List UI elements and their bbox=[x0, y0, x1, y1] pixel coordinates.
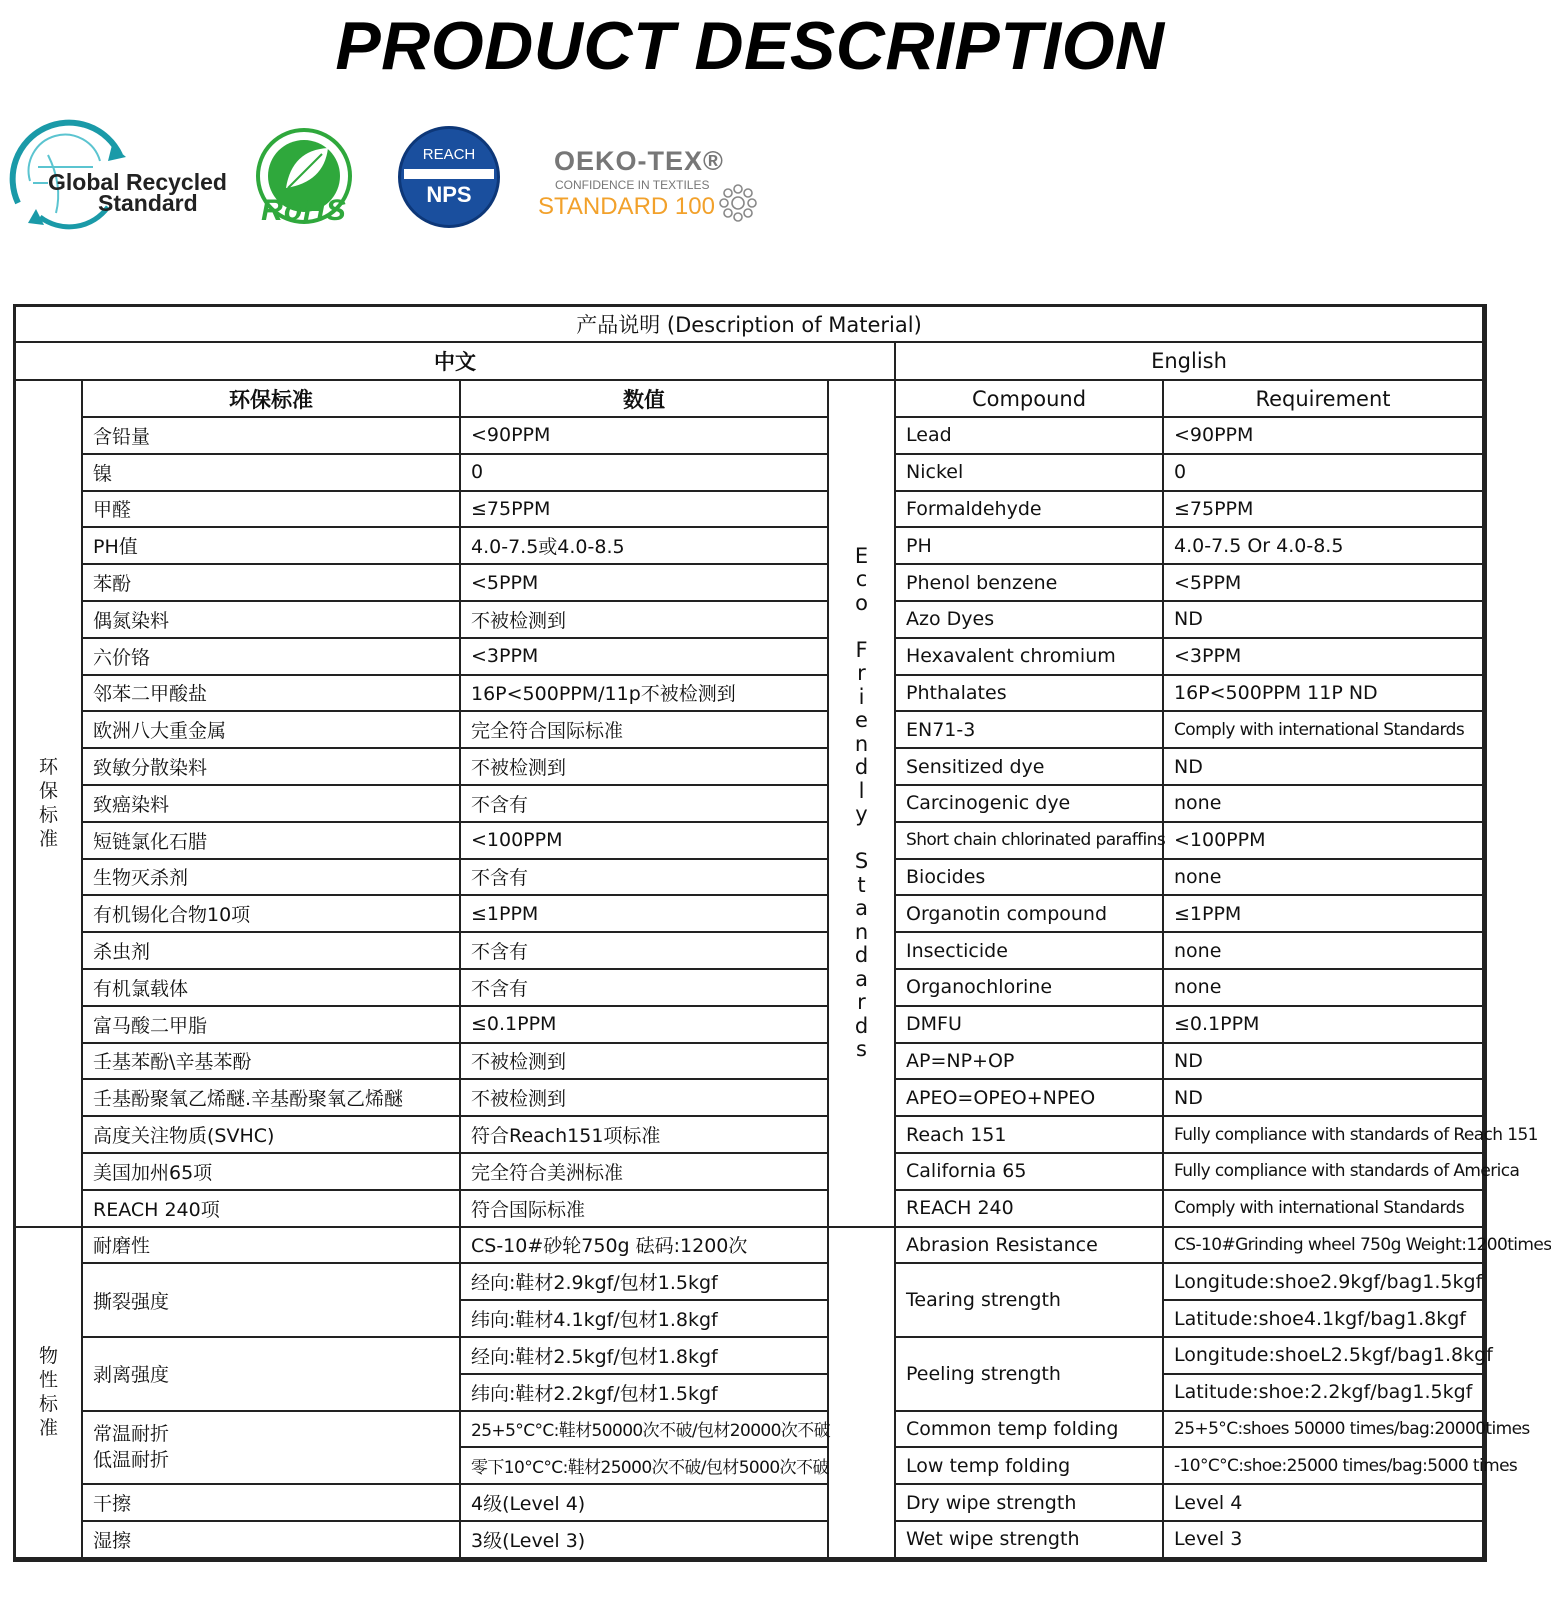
table-row-cn-value: 16P<500PPM/11p不被检测到 bbox=[461, 676, 829, 713]
vertical-char: e bbox=[855, 708, 868, 733]
table-row-en-name: PH bbox=[896, 528, 1164, 565]
peeling-requirement-1: Longitude:shoeL2.5kgf/bag1.8kgf bbox=[1164, 1338, 1484, 1375]
table-row-en-name: REACH 240 bbox=[896, 1191, 1164, 1228]
table-row-en-requirement: 4.0-7.5 Or 4.0-8.5 bbox=[1164, 528, 1484, 565]
table-row-en-name: Organochlorine bbox=[896, 970, 1164, 1007]
group-label-physical-cn bbox=[16, 1228, 83, 1559]
header-cn-standard: 环保标准 bbox=[83, 381, 461, 418]
table-row-en-requirement: ≤0.1PPM bbox=[1164, 1007, 1484, 1044]
wet-wipe-requirement: Level 3 bbox=[1164, 1522, 1484, 1559]
table-row-en-name: Azo Dyes bbox=[896, 602, 1164, 639]
tearing-value-2: 纬向:鞋材4.1kgf/包材1.8kgf bbox=[461, 1301, 829, 1338]
table-row-cn-name: 苯酚 bbox=[83, 565, 461, 602]
vertical-char: o bbox=[855, 590, 868, 615]
folding-cn-low: 低温耐折 bbox=[93, 1449, 170, 1472]
material-table bbox=[13, 304, 1551, 1562]
vertical-char: 物 bbox=[38, 1345, 58, 1368]
table-row-en-requirement: Fully compliance with standards of America bbox=[1164, 1154, 1484, 1191]
vertical-char: F bbox=[855, 637, 868, 662]
peeling-cn: 剥离强度 bbox=[83, 1338, 461, 1412]
peeling-en: Peeling strength bbox=[896, 1338, 1164, 1412]
table-row-cn-name: 甲醛 bbox=[83, 492, 461, 529]
column-english: English bbox=[896, 343, 1484, 381]
group-physical-spacer bbox=[829, 1228, 896, 1559]
vertical-char: n bbox=[854, 731, 869, 756]
folding-cn bbox=[83, 1412, 461, 1486]
tearing-value-1: 经向:鞋材2.9kgf/包材1.5kgf bbox=[461, 1264, 829, 1301]
table-row-cn-value: 0 bbox=[461, 455, 829, 492]
vertical-char: S bbox=[854, 849, 869, 874]
table-row-cn-value: 不被检测到 bbox=[461, 1080, 829, 1117]
grs-line2: Standard bbox=[98, 190, 198, 216]
table-row-cn-name: 富马酸二甲脂 bbox=[83, 1007, 461, 1044]
vertical-char: 环 bbox=[38, 756, 58, 779]
table-row-en-requirement: none bbox=[1164, 786, 1484, 823]
table-row-en-requirement: ND bbox=[1164, 749, 1484, 786]
table-row-cn-value: 4.0-7.5或4.0-8.5 bbox=[461, 528, 829, 565]
table-row-cn-value: 不被检测到 bbox=[461, 1044, 829, 1081]
table-row-cn-value: <5PPM bbox=[461, 565, 829, 602]
peeling-requirement-2: Latitude:shoe:2.2kgf/bag1.5kgf bbox=[1164, 1375, 1484, 1412]
table-row-cn-value: 不含有 bbox=[461, 860, 829, 897]
vertical-char bbox=[858, 615, 865, 639]
table-row-cn-name: 短链氯化石腊 bbox=[83, 823, 461, 860]
vertical-char: 标 bbox=[38, 1393, 58, 1416]
header-requirement: Requirement bbox=[1164, 381, 1484, 418]
rohs-logo bbox=[252, 126, 356, 230]
dry-wipe-en: Dry wipe strength bbox=[896, 1485, 1164, 1522]
vertical-char: r bbox=[857, 661, 866, 686]
dry-wipe-cn: 干擦 bbox=[83, 1485, 461, 1522]
table-row-cn-name: 高度关注物质(SVHC) bbox=[83, 1117, 461, 1154]
table-row-en-name: Lead bbox=[896, 418, 1164, 455]
table-row-en-name: Short chain chlorinated paraffins bbox=[896, 823, 1164, 860]
table-row-cn-name: 偶氮染料 bbox=[83, 602, 461, 639]
tearing-requirement-1: Longitude:shoe2.9kgf/bag1.5kgf bbox=[1164, 1264, 1484, 1301]
wet-wipe-en: Wet wipe strength bbox=[896, 1522, 1164, 1559]
table-row-en-name: Formaldehyde bbox=[896, 492, 1164, 529]
table-row-cn-value: ≤0.1PPM bbox=[461, 1007, 829, 1044]
column-chinese: 中文 bbox=[16, 343, 896, 381]
folding-en-2: Low temp folding bbox=[896, 1448, 1164, 1485]
table-row-en-requirement: Comply with international Standards bbox=[1164, 1191, 1484, 1228]
rohs-text: RoHS bbox=[261, 194, 347, 227]
wet-wipe-value: 3级(Level 3) bbox=[461, 1522, 829, 1559]
table-row-cn-name: PH值 bbox=[83, 528, 461, 565]
table-row-en-requirement: <100PPM bbox=[1164, 823, 1484, 860]
table-row-en-requirement: none bbox=[1164, 860, 1484, 897]
table-row-en-requirement: Comply with international Standards bbox=[1164, 712, 1484, 749]
table-row-en-requirement: none bbox=[1164, 933, 1484, 970]
vertical-char: y bbox=[855, 802, 868, 827]
reach-nps-logo bbox=[398, 126, 500, 228]
folding-value-2: 零下10°C°C:鞋材25000次不破/包材5000次不破 bbox=[461, 1448, 829, 1485]
table-row-en-requirement: ND bbox=[1164, 602, 1484, 639]
dry-wipe-value: 4级(Level 4) bbox=[461, 1485, 829, 1522]
vertical-char: s bbox=[856, 1037, 867, 1062]
table-row-cn-name: 致敏分散染料 bbox=[83, 749, 461, 786]
vertical-char: d bbox=[854, 755, 869, 780]
table-row-en-name: Phthalates bbox=[896, 676, 1164, 713]
table-row-en-name: AP=NP+OP bbox=[896, 1044, 1164, 1081]
flower-icon bbox=[716, 181, 760, 225]
folding-cn-common: 常温耐折 bbox=[93, 1423, 170, 1446]
table-row-cn-value: ≤1PPM bbox=[461, 896, 829, 933]
table-row-cn-value: ≤75PPM bbox=[461, 492, 829, 529]
grs-line1: Global Recycled bbox=[48, 169, 227, 195]
table-row-cn-name: 杀虫剂 bbox=[83, 933, 461, 970]
table-row-cn-value: 符合Reach151项标准 bbox=[461, 1117, 829, 1154]
vertical-char: c bbox=[855, 567, 868, 592]
group-label-eco-cn bbox=[16, 381, 83, 1228]
table-row-cn-name: 壬基酚聚氧乙烯醚.辛基酚聚氧乙烯醚 bbox=[83, 1080, 461, 1117]
vertical-char: E bbox=[854, 543, 869, 568]
peeling-value-1: 经向:鞋材2.5kgf/包材1.8kgf bbox=[461, 1338, 829, 1375]
abrasion-cn: 耐磨性 bbox=[83, 1228, 461, 1265]
table-row-en-name: Nickel bbox=[896, 455, 1164, 492]
oeko-standard: STANDARD 100 bbox=[538, 193, 715, 220]
table-row-cn-name: 含铅量 bbox=[83, 418, 461, 455]
oeko-subtitle: CONFIDENCE IN TEXTILES bbox=[555, 178, 710, 192]
table-row-cn-value: 符合国际标准 bbox=[461, 1191, 829, 1228]
table-row-cn-value: 完全符合国际标准 bbox=[461, 712, 829, 749]
table-row-en-name: DMFU bbox=[896, 1007, 1164, 1044]
tearing-en: Tearing strength bbox=[896, 1264, 1164, 1338]
table-row-cn-name: 镍 bbox=[83, 455, 461, 492]
table-row-cn-value: 不被检测到 bbox=[461, 602, 829, 639]
table-row-cn-value: 不被检测到 bbox=[461, 749, 829, 786]
table-row-cn-name: 有机锡化合物10项 bbox=[83, 896, 461, 933]
table-caption: 产品说明 (Description of Material) bbox=[16, 307, 1484, 343]
table-row-cn-name: 生物灭杀剂 bbox=[83, 860, 461, 897]
table-row-en-name: Hexavalent chromium bbox=[896, 639, 1164, 676]
table-row-en-name: Reach 151 bbox=[896, 1117, 1164, 1154]
vertical-char bbox=[858, 827, 865, 851]
peeling-value-2: 纬向:鞋材2.2kgf/包材1.5kgf bbox=[461, 1375, 829, 1412]
reach-divider bbox=[404, 169, 494, 179]
table-row-en-name: APEO=OPEO+NPEO bbox=[896, 1080, 1164, 1117]
vertical-char: d bbox=[854, 943, 869, 968]
table-row-cn-name: 欧洲八大重金属 bbox=[83, 712, 461, 749]
folding-requirement-1: 25+5°C:shoes 50000 times/bag:20000times bbox=[1164, 1412, 1484, 1449]
table-row-en-name: Carcinogenic dye bbox=[896, 786, 1164, 823]
table-row-cn-name: 美国加州65项 bbox=[83, 1154, 461, 1191]
header-compound: Compound bbox=[896, 381, 1164, 418]
table-row-cn-value: 完全符合美洲标准 bbox=[461, 1154, 829, 1191]
table-row-en-requirement: ND bbox=[1164, 1080, 1484, 1117]
table-row-en-requirement: <90PPM bbox=[1164, 418, 1484, 455]
vertical-char: i bbox=[858, 684, 865, 709]
table-row-en-requirement: 16P<500PPM 11P ND bbox=[1164, 676, 1484, 713]
page-title: PRODUCT DESCRIPTION bbox=[335, 8, 1165, 84]
table-row-cn-value: 不含有 bbox=[461, 970, 829, 1007]
vertical-char: d bbox=[854, 1013, 869, 1038]
table-row-en-requirement: <3PPM bbox=[1164, 639, 1484, 676]
vertical-char: 保 bbox=[38, 780, 58, 803]
vertical-char: r bbox=[857, 990, 866, 1015]
tearing-cn: 撕裂强度 bbox=[83, 1264, 461, 1338]
vertical-char: n bbox=[854, 919, 869, 944]
vertical-char: t bbox=[857, 872, 866, 897]
oeko-title: OEKO-TEX® bbox=[554, 146, 724, 176]
vertical-char: 准 bbox=[38, 1417, 58, 1440]
vertical-char: 性 bbox=[38, 1369, 58, 1392]
table-row-en-name: Phenol benzene bbox=[896, 565, 1164, 602]
table-row-cn-value: <90PPM bbox=[461, 418, 829, 455]
table-row-cn-name: 六价铬 bbox=[83, 639, 461, 676]
vertical-char: l bbox=[858, 778, 865, 803]
table-row-en-requirement: Fully compliance with standards of Reach 151 bbox=[1164, 1117, 1484, 1154]
wet-wipe-cn: 湿擦 bbox=[83, 1522, 461, 1559]
nps-text: NPS bbox=[426, 182, 472, 207]
vertical-char: 标 bbox=[38, 804, 58, 827]
table-row-en-name: Organotin compound bbox=[896, 896, 1164, 933]
vertical-char: 准 bbox=[38, 828, 58, 851]
table-row-cn-value: 不含有 bbox=[461, 933, 829, 970]
dry-wipe-requirement: Level 4 bbox=[1164, 1485, 1484, 1522]
folding-en-1: Common temp folding bbox=[896, 1412, 1164, 1449]
table-row-en-name: Insecticide bbox=[896, 933, 1164, 970]
abrasion-value: CS-10#砂轮750g 砝码:1200次 bbox=[461, 1228, 829, 1265]
table-row-en-requirement: ≤75PPM bbox=[1164, 492, 1484, 529]
table-row-cn-value: <3PPM bbox=[461, 639, 829, 676]
table-row-cn-name: 壬基苯酚\辛基苯酚 bbox=[83, 1044, 461, 1081]
oeko-tex-logo bbox=[538, 146, 768, 236]
vertical-char: a bbox=[855, 966, 868, 991]
table-row-en-requirement: 0 bbox=[1164, 455, 1484, 492]
table-row-cn-value: <100PPM bbox=[461, 823, 829, 860]
table-row-cn-value: 不含有 bbox=[461, 786, 829, 823]
table-row-cn-name: 邻苯二甲酸盐 bbox=[83, 676, 461, 713]
table-row-en-requirement: ≤1PPM bbox=[1164, 896, 1484, 933]
abrasion-requirement: CS-10#Grinding wheel 750g Weight:1200times bbox=[1164, 1228, 1484, 1265]
global-recycled-standard-logo bbox=[8, 125, 238, 230]
table-row-en-requirement: none bbox=[1164, 970, 1484, 1007]
table-row-cn-name: REACH 240项 bbox=[83, 1191, 461, 1228]
tearing-requirement-2: Latitude:shoe4.1kgf/bag1.8kgf bbox=[1164, 1301, 1484, 1338]
table-row-en-name: EN71-3 bbox=[896, 712, 1164, 749]
table-row-cn-name: 有机氯载体 bbox=[83, 970, 461, 1007]
vertical-char: a bbox=[855, 896, 868, 921]
table-row-en-requirement: <5PPM bbox=[1164, 565, 1484, 602]
folding-value-1: 25+5°C°C:鞋材50000次不破/包材20000次不破 bbox=[461, 1412, 829, 1449]
group-label-eco-en bbox=[829, 381, 896, 1228]
table-row-en-name: Sensitized dye bbox=[896, 749, 1164, 786]
abrasion-en: Abrasion Resistance bbox=[896, 1228, 1164, 1265]
table-row-en-name: Biocides bbox=[896, 860, 1164, 897]
table-row-cn-name: 致癌染料 bbox=[83, 786, 461, 823]
header-cn-value: 数值 bbox=[461, 381, 829, 418]
table-row-en-name: California 65 bbox=[896, 1154, 1164, 1191]
reach-text: REACH bbox=[422, 146, 476, 163]
table-row-en-requirement: ND bbox=[1164, 1044, 1484, 1081]
folding-requirement-2: -10°C°C:shoe:25000 times/bag:5000 times bbox=[1164, 1448, 1484, 1485]
